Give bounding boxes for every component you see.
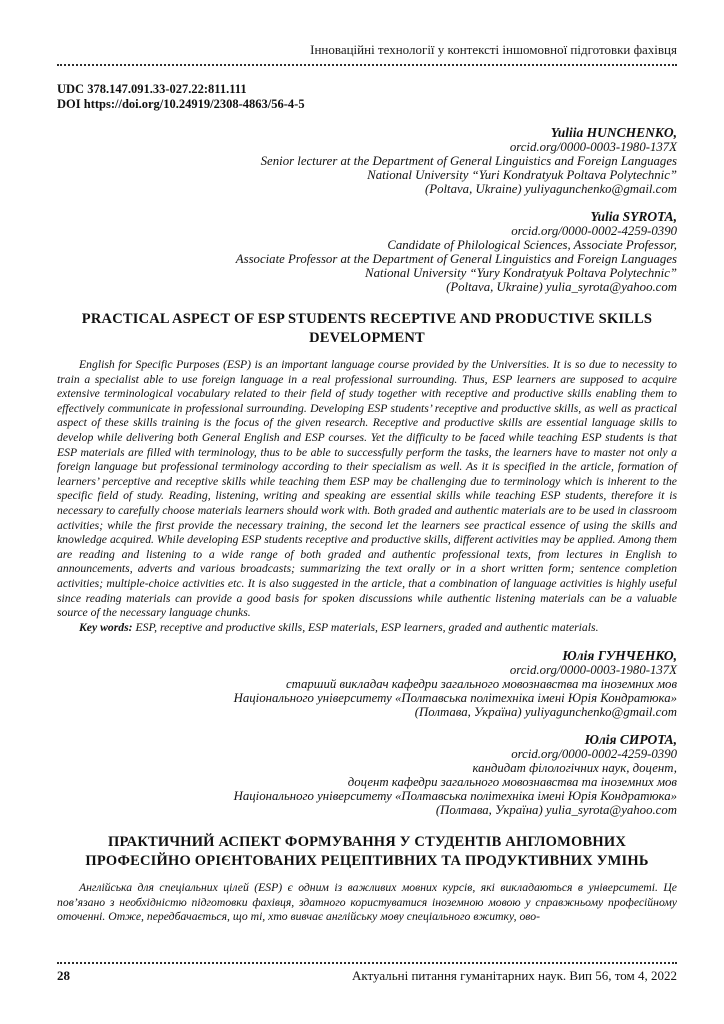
author-affiliation: Національного університету «Полтавська політехніка імені Юрія Кондратюка» — [233, 691, 677, 706]
header-dotted-divider — [57, 64, 677, 66]
author-block-uk-1 — [57, 649, 677, 719]
footer-row — [57, 968, 677, 984]
abstract-en-text: English for Specific Purposes (ESP) is an important language course provided by the Universities. It is so due to necessity to train a specialist able to use foreign language in a real professional surrounding. Thus, ESP learners are supposed to acquire extensive terminological vocabulary related to their field of study together with receptive and productive skills enabling them to effectively communicate in professional surrounding. Developing ESP students’ receptive and productive skills, as well as practical aspect of these skills training is the focus of the given research. Receptive and productive skills are essential language skills to develop while delivering both General English and ESP courses. Yet the difficulty to be faced while teaching ESP students is that ESP materials are filled with terminology, thus to be able to successfully perform the tasks, the learners have to master not only a foreign language but professional terminology according to their specialism as well. As it is specified in the article, formation of learners’ perceptive and receptive skills while teaching them ESP may be challenging due to terminology which is inherent to the specific field of study. Reading, listening, writing and speaking are essential skills while teaching ESP students, therefore it is necessary to carefully choose materials learners should work with. Both graded and authentic materials are to be used in classroom activities; while the first provide the necessary training, the second let the learners see practical essence of using the skills and knowledge acquired. While developing ESP students receptive and productive skills, different activities may be applied. Among them are reading and listening to a wide range of both graded and authentic professional texts, from lectures in English to announcements, adverts and various broadcasts; summarizing the text orally or in a short written form; sentence completion activities; multiple-choice activities etc. It is also suggested in the article, that a combination of language activities is highly useful since reading materials can provide a good basis for spoken discussions while authentic listening materials can be a valuable source of the necessary language chunks. — [57, 358, 677, 620]
author-block-en-2 — [57, 210, 677, 294]
author-name: Юлія СИРОТА, — [584, 732, 677, 748]
author-name: Yulia SYROTA, — [590, 209, 677, 224]
abstract-en — [57, 358, 677, 635]
author-location-email: (Полтава, Україна) yulia_syrota@yahoo.com — [435, 803, 677, 818]
author-affiliation: Національного університету «Полтавська політехніка імені Юрія Кондратюка» — [233, 789, 677, 804]
author-block-en-1 — [57, 126, 677, 196]
running-head: Інноваційні технології у контексті іншомовної підготовки фахівця — [310, 42, 677, 57]
author-location-email: (Полтава, Україна) yuliyagunchenko@gmail.com — [414, 705, 677, 720]
author-name: Yuliia HUNCHENKO, — [550, 125, 677, 140]
article-title-uk: ПРАКТИЧНИЙ АСПЕКТ ФОРМУВАННЯ У СТУДЕНТІВ АНГЛОМОВНИХ ПРОФЕСІЙНО ОРІЄНТОВАНИХ РЕЦЕПТИВНИХ ТА ПРОДУКТИВНИХ УМІНЬ — [85, 834, 649, 870]
abstract-uk — [57, 881, 677, 925]
keywords-line — [57, 621, 677, 636]
footer-dotted-divider — [57, 962, 677, 964]
author-orcid[interactable]: orcid.org/0000-0002-4259-0390 — [511, 747, 677, 762]
abstract-uk-text: Англійська для спеціальних цілей (ESP) є одним із важливих мовних курсів, які викладаються в університеті. Це пов’язано з необхідністю підготовки фахівця, здатного користуватися іноземною мовою у справжньому професійному оточенні. Отже, передбачається, що ті, хто вивчає англійську мову спеціального вжитку, ово- — [57, 881, 677, 924]
doi-link[interactable]: DOI https://doi.org/10.24919/2308-4863/56-4-5 — [57, 97, 305, 111]
author-name: Юлія ГУНЧЕНКО, — [562, 648, 677, 664]
udc-doi-block — [57, 82, 677, 112]
article-title-en: PRACTICAL ASPECT OF ESP STUDENTS RECEPTIVE AND PRODUCTIVE SKILLS DEVELOPMENT — [81, 311, 653, 346]
author-location-email: (Poltava, Ukraine) yuliyagunchenko@gmail.com — [425, 182, 677, 196]
author-position: доцент кафедри загального мовознавства та іноземних мов — [347, 775, 677, 790]
author-orcid[interactable]: orcid.org/0000-0003-1980-137X — [509, 663, 677, 678]
author-affiliation: National University “Yury Kondratyuk Poltava Polytechnic” — [365, 266, 677, 280]
author-location-email: (Poltava, Ukraine) yulia_syrota@yahoo.com — [446, 280, 677, 294]
author-block-uk-2 — [57, 733, 677, 817]
keywords-list: ESP, receptive and productive skills, ESP materials, ESP learners, graded and authentic materials. — [132, 620, 599, 634]
page-footer — [57, 962, 677, 984]
author-position: Associate Professor at the Department of General Linguistics and Foreign Languages — [235, 252, 677, 266]
author-position: старший викладач кафедри загального мовознавства та іноземних мов — [285, 677, 677, 692]
author-affiliation: National University “Yuri Kondratyuk Poltava Polytechnic” — [367, 168, 677, 182]
keywords-label: Key words: — [79, 620, 133, 634]
journal-title: Актуальні питання гуманітарних наук. Вип 56, том 4, 2022 — [351, 968, 677, 983]
page-number: 28 — [57, 968, 70, 983]
author-degree: Candidate of Philological Sciences, Associate Professor, — [387, 238, 677, 252]
author-orcid[interactable]: orcid.org/0000-0003-1980-137X — [509, 140, 677, 154]
udc-number: UDC 378.147.091.33-027.22:811.111 — [57, 82, 247, 96]
author-degree: кандидат філологічних наук, доцент, — [472, 761, 677, 776]
author-orcid[interactable]: orcid.org/0000-0002-4259-0390 — [511, 224, 677, 238]
author-position: Senior lecturer at the Department of General Linguistics and Foreign Languages — [260, 154, 677, 168]
